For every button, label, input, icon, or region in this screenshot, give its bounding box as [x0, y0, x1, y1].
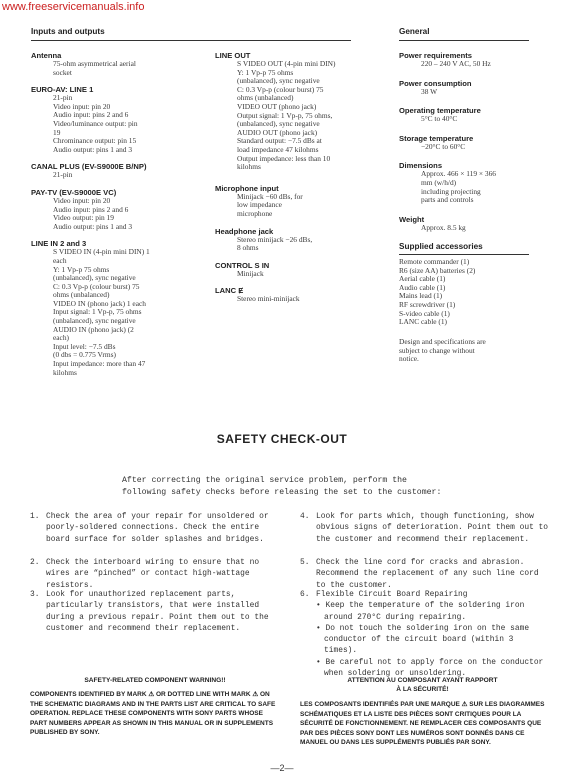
- warning-body-fr: LES COMPOSANTS IDENTIFIÉS PAR UNE MARQUE ⚠ SUR LES DIAGRAMMES SCHÉMATIQUES ET LA LISTE DES PIÈCES SONT CRITIQUES POUR LA SÉCURITÉ DE FONCTIONNEMENT. NE REMPLACER CES COMPOSANTS QUE PAR DES PIÈCES SONY DONT LES NUMÉROS SONT DONNÉS DANS CE MANUEL OU DANS LES SUPPLÉMENTS PUBLIÉS PAR SONY.: [300, 701, 545, 747]
- general-column: [399, 51, 539, 232]
- spec-heading-line-out: LINE OUT: [215, 51, 251, 60]
- item-text: Flexible Circuit Board Repairing: [316, 590, 468, 599]
- spec-text-lanc: Stereo mini-minijack: [237, 294, 300, 304]
- item-number: 3.: [30, 590, 40, 599]
- warning-heading-en: SAFETY-RELATED COMPONENT WARNING!!: [84, 677, 226, 684]
- spec-heading-antenna: Antenna: [31, 51, 62, 60]
- spec-heading-microphone: Microphone input: [215, 183, 279, 193]
- item-number: 1.: [30, 512, 40, 521]
- safety-item-6: [300, 589, 550, 679]
- item-number: 6.: [300, 590, 310, 599]
- spec-text-power-req: 220 – 240 V AC, 50 Hz: [421, 59, 491, 68]
- bullet-no-touch: • Do not touch the soldering iron on the same conductor of the circuit board (within 3 times).: [316, 623, 530, 656]
- spec-text-antenna: 75-ohm asymmetrical aerial socket: [53, 59, 136, 77]
- safety-item-1: [30, 511, 280, 545]
- spec-heading-power-cons: Power consumption: [399, 78, 472, 88]
- safety-item-5: [300, 557, 550, 591]
- spec-text-control-s: Minijack: [237, 268, 264, 278]
- page-number: —2—: [270, 763, 294, 773]
- item-number: 5.: [300, 558, 310, 567]
- spec-heading-power-req: Power requirements: [399, 51, 473, 60]
- spec-text-power-cons: 38 W: [421, 86, 438, 96]
- warning-body-en: COMPONENTS IDENTIFIED BY MARK ⚠ OR DOTTED LINE WITH MARK ⚠ ON THE SCHEMATIC DIAGRAMS AND IN THE PARTS LIST ARE CRITICAL TO SAFE OPERATION. REPLACE THESE COMPONENTS WITH SONY PARTS WHOSE PART NUMBERS APPEAR AS SHOWN IN THIS MANUAL OR IN SUPPLEMENTS PUBLISHED BY SONY.: [30, 691, 276, 737]
- watermark-link[interactable]: www.freeservicemanuals.info: [2, 1, 145, 13]
- spec-text-pay-tv: Video input: pin 20 Audio input: pins 2 and 6 Video output: pin 19 Audio output: pins 1 and 3: [53, 195, 133, 231]
- item-number: 4.: [300, 512, 310, 521]
- accessories-title: Supplied accessories: [399, 242, 483, 251]
- spec-heading-line-in: LINE IN 2 and 3: [31, 239, 87, 249]
- item-text: Check the area of your repair for unsoldered or poorly-soldered connections. Check the entire board surface for solder splashes and bridges.: [46, 512, 269, 544]
- spec-text-headphone: Stereo minijack −26 dBs, 8 ohms: [237, 234, 313, 253]
- spec-text-euro-av: 21-pin Video input: pin 20 Audio input: pins 2 and 6 Video/luminance output: pin 19 Chrominance output: pin 15 Audio output: pins 1 and 3: [53, 93, 138, 154]
- warning-heading-fr-line2: À LA SÉCURITÉ!: [396, 686, 449, 693]
- safety-title: SAFETY CHECK-OUT: [216, 432, 348, 446]
- safety-item-2: [30, 557, 280, 591]
- general-rule: [399, 40, 529, 41]
- spec-text-canal-plus: 21-pin: [53, 170, 73, 180]
- spec-heading-euro-av: EURO-AV: LINE 1: [31, 85, 94, 95]
- spec-heading-control-s: CONTROL S IN: [215, 260, 270, 270]
- inputs-outputs-title: Inputs and outputs: [31, 27, 105, 36]
- item-text: Check the line cord for cracks and abrasion. Recommend the replacement of any such line cord to the customer.: [316, 558, 539, 590]
- item-text: Look for parts which, though functioning, show obvious signs of deterioration. Point them out to the customer and recommend their replacement.: [316, 512, 549, 544]
- safety-intro: After correcting the original service problem, perform the following safety checks before releasing the set to the customer:: [122, 476, 442, 497]
- inputs-column-1: [31, 51, 211, 377]
- item-text: Look for unauthorized replacement parts, particularly transistors, that were installed during a previous repair. Point them out to the customer and recommend their replacement.: [46, 590, 269, 633]
- inputs-outputs-rule: [31, 40, 351, 41]
- spec-text-dimensions: Approx. 466 × 119 × 366 mm (w/h/d) including projecting parts and controls: [421, 169, 496, 205]
- warning-heading-fr-line1: ATTENTION AU COMPOSANT AYANT RAPPORT: [347, 677, 498, 684]
- accessories-list: Remote commander (1) R6 (size AA) batteries (2) Aerial cable (1) Audio cable (1) Mains lead (1) RF screwdriver (1) S-video cable (1) LANC cable (1): [399, 257, 476, 327]
- safety-item-4: [300, 511, 550, 545]
- bullet-no-force: • Be careful not to apply force on the conductor when soldering or unsoldering.: [316, 657, 544, 679]
- spec-text-line-out: S VIDEO OUT (4-pin mini DIN) Y: 1 Vp-p 75 ohms (unbalanced), sync negative C: 0.3 Vp-p (colour burst) 75 ohms (unbalanced) VIDEO OUT (phono jack) Output signal: 1 Vp-p, 75 ohms, (unbalanced), sync negative AUDIO OUT (phono jack) Standard output: −7.5 dBs at load impedance 47 kilohms Output impedance: less than 10 kilohms: [237, 59, 336, 172]
- spec-heading-weight: Weight: [399, 214, 425, 224]
- spec-heading-op-temp: Operating temperature: [399, 106, 481, 116]
- item-number: 2.: [30, 558, 40, 567]
- design-note: Design and specifications are subject to change without notice.: [399, 337, 486, 364]
- accessories-rule: [399, 254, 529, 255]
- spec-heading-lanc: LANC Ɇ: [215, 286, 244, 296]
- safety-item-3: [30, 589, 280, 634]
- spec-heading-canal-plus: CANAL PLUS (EV-S9000E B/NP): [31, 162, 147, 172]
- inputs-column-2: [215, 51, 380, 304]
- spec-heading-storage-temp: Storage temperature: [399, 133, 474, 143]
- spec-text-weight: Approx. 8.5 kg: [421, 222, 466, 232]
- spec-text-line-in: S VIDEO IN (4-pin mini DIN) 1 each Y: 1 Vp-p 75 ohms (unbalanced), sync negative C: 0.3 Vp-p (colour burst) 75 ohms (unbalanced) VIDEO IN (phono jack) 1 each Input signal: 1 Vp-p, 75 ohms (unbalanced), sync negative AUDIO IN (phono jack) (2 each) Input level: −7.5 dBs (0 dbs = 0.775 Vrms) Input impedance: more than 47 kilohms: [53, 247, 150, 377]
- spec-heading-headphone: Headphone jack: [215, 226, 274, 236]
- spec-text-storage-temp: −20°C to 60°C: [421, 141, 466, 151]
- item-text: Check the interboard wiring to ensure that no wires are “pinched” or contact high-wattage resistors.: [46, 558, 260, 590]
- warning-heading-fr: [295, 676, 550, 694]
- bullet-soldering-temp: • Keep the temperature of the soldering iron around 270°C during repairing.: [316, 601, 525, 622]
- spec-text-microphone: Minijack −60 dBs, for low impedance microphone: [237, 191, 303, 218]
- general-title: General: [399, 27, 430, 36]
- spec-heading-pay-tv: PAY-TV (EV-S9000E VC): [31, 187, 117, 197]
- spec-heading-dimensions: Dimensions: [399, 161, 443, 171]
- spec-text-op-temp: 5°C to 40°C: [421, 114, 458, 124]
